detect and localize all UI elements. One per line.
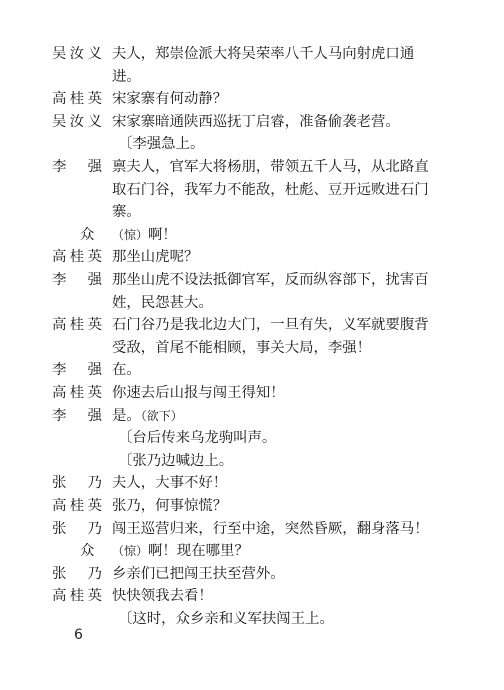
dialogue-text: 夫人，大事不好！ [112, 475, 228, 492]
dialogue-text: 那坐山虎不设法抵御官军，反而纵容部下，扰害百 [112, 272, 429, 288]
stage-note: （欲下） [140, 408, 183, 423]
dialogue-line [0, 87, 504, 111]
dialogue-text: 你速去后山报与闯王得知！ [112, 385, 285, 401]
dialogue-line [0, 336, 504, 360]
dialogue-line [0, 358, 504, 382]
dialogue-line [0, 291, 504, 315]
speaker-name: 张乃 [52, 565, 102, 582]
dialogue-line [0, 200, 504, 224]
stage-direction: 〔张乃边喊边上。 [118, 452, 234, 469]
dialogue-text: 宋家寨暗通陕西巡抚丁启睿，准备偷袭老营。 [112, 113, 400, 130]
dialogue-text: 寨。 [112, 204, 141, 221]
speaker-name: 高桂英 [52, 91, 102, 108]
dialogue-line [0, 313, 504, 337]
dialogue-text: 宋家寨有何动静？ [112, 91, 228, 108]
stage-direction: 〔李强急上。 [118, 136, 205, 153]
page-number: 6 [74, 627, 83, 643]
dialogue-text: 张乃，何事惊慌？ [112, 498, 228, 514]
speaker-name: 张乃 [52, 475, 102, 492]
speaker-name: 高桂英 [52, 385, 102, 401]
dialogue-line [0, 517, 504, 541]
dialogue-text: 受敌，首尾不能相顾，事关大局，李强！ [112, 339, 372, 356]
dialogue-text: 是。（欲下） [112, 407, 183, 424]
dialogue-text: 进。 [112, 68, 141, 85]
dialogue-line [0, 404, 504, 428]
stage-direction: 〔台后传来乌龙驹叫声。 [118, 430, 277, 447]
dialogue-line [0, 471, 504, 495]
dialogue-line [0, 223, 504, 247]
dialogue-line [0, 65, 504, 89]
dialogue-text: 快快领我去看！ [112, 588, 213, 605]
speaker-name: 众 [80, 226, 95, 243]
dialogue-line [0, 42, 504, 66]
speaker-name: 高桂英 [52, 317, 102, 334]
dialogue-line [0, 494, 504, 518]
dialogue-text: 姓，民怨甚大。 [112, 294, 213, 311]
stage-direction-line [0, 132, 504, 156]
dialogue-line [0, 584, 504, 608]
speaker-name: 众 [80, 543, 95, 560]
dialogue-text: 禀夫人，官军大将杨朋，带领五千人马，从北路直 [112, 159, 429, 175]
dialogue-text: 取石门谷，我军力不能敌，杜彪、豆开远败进石门 [112, 181, 429, 198]
speaker-name: 吴汝义 [52, 46, 102, 62]
speaker-name: 高桂英 [52, 249, 102, 266]
stage-note: （惊） [112, 544, 149, 559]
dialogue-line [0, 110, 504, 134]
stage-direction-line [0, 449, 504, 473]
speaker-name: 李强 [52, 159, 102, 175]
dialogue-text: 那坐山虎呢？ [112, 249, 199, 266]
speaker-name: 李强 [52, 362, 102, 379]
dialogue-line [0, 539, 504, 563]
dialogue-line [0, 245, 504, 269]
speaker-name: 高桂英 [52, 588, 102, 605]
dialogue-text: 乡亲们已把闯王扶至营外。 [112, 565, 285, 582]
stage-note: （惊） [112, 227, 149, 242]
speaker-name: 李强 [52, 407, 102, 424]
dialogue-text: 夫人，郑崇俭派大将吴荣率八千人马向射虎口通 [112, 46, 415, 62]
dialogue-text: （惊）啊！ [112, 226, 177, 243]
dialogue-line [0, 381, 504, 405]
dialogue-text: （惊）啊！现在哪里？ [112, 543, 249, 560]
dialogue-text: 在。 [112, 362, 141, 379]
stage-direction-line [0, 426, 504, 450]
stage-direction: 〔这时，众乡亲和义军扶闯王上。 [118, 611, 334, 627]
dialogue-line [0, 562, 504, 586]
dialogue-text: 石门谷乃是我北边大门，一旦有失，义军就要腹背 [112, 317, 429, 334]
speaker-name: 张乃 [52, 520, 102, 537]
dialogue-line [0, 178, 504, 202]
dialogue-line [0, 155, 504, 179]
speaker-name: 李强 [52, 272, 102, 288]
dialogue-line [0, 268, 504, 292]
dialogue-text: 闯王巡营归来，行至中途，突然昏厥，翻身落马！ [112, 520, 429, 537]
speaker-name: 高桂英 [52, 498, 102, 514]
speaker-name: 吴汝义 [52, 113, 102, 130]
